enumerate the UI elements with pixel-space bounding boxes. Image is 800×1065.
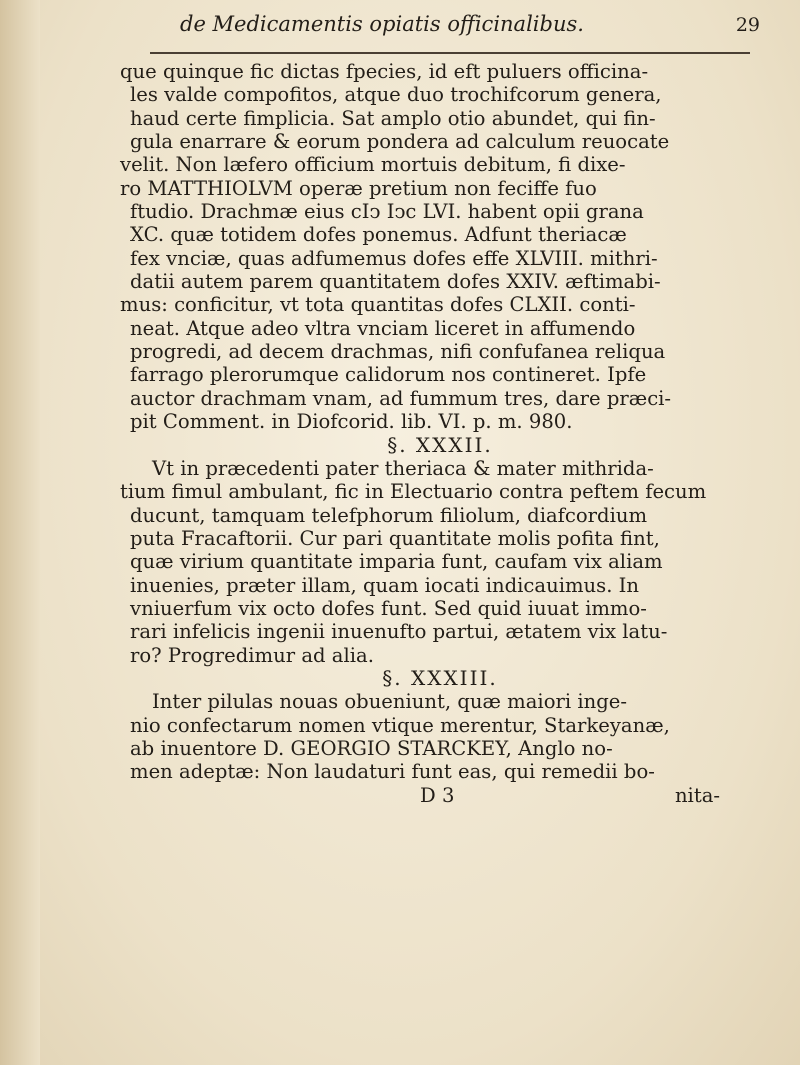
catchword: nita- [674,783,720,807]
text-line: auctor drachmam vnam, ad fummum tres, dare præci- [130,386,672,410]
text-line: les valde compofitos, atque duo trochifcorum genera, [130,83,662,107]
body-text [120,60,760,807]
section-heading-xxxii: §. XXXII. [387,432,493,457]
text-line: ab inuentore D. GEORGIO STARCKEY, Anglo no- [130,736,613,760]
section-heading-xxxiii: §. XXXIII. [382,665,498,690]
text-line: pit Comment. in Diofcorid. lib. VI. p. m. 980. [130,410,573,434]
text-line: neat. Atque adeo vltra vnciam liceret in affumendo [130,316,636,340]
text-line: tium fimul ambulant, fic in Electuario contra peftem fecum [120,480,707,504]
text-line: rari infelicis ingenii inuenufto partui, ætatem vix latu- [130,620,668,644]
text-line: quæ virium quantitate imparia funt, caufam vix aliam [130,550,663,574]
page-number: 29 [735,14,760,36]
text-line: inuenies, præter illam, quam iocati indicauimus. In [130,573,640,597]
text-line: ro MATTHIOLVM operæ pretium non feciffe fuo [120,176,597,200]
running-title: de Medicamentis opiatis officinalibus. [180,12,584,36]
text-line: nio confectarum nomen vtique merentur, Starkeyanæ, [130,713,670,737]
text-line: ducunt, tamquam telefphorum filiolum, diafcordium [130,503,648,527]
text-line: fex vnciæ, quas adfumemus dofes effe XLVIII. mithri- [130,246,658,270]
text-line: gula enarrare & eorum pondera ad calculum reuocate [130,130,670,154]
page-gutter [0,0,40,1065]
text-line: datii autem parem quantitatem dofes XXIV. æftimabi- [130,270,661,294]
text-line: XC. quæ totidem dofes ponemus. Adfunt theriacæ [130,223,627,247]
text-line: progredi, ad decem drachmas, nifi confufanea reliqua [130,340,666,364]
text-line: que quinque fic dictas fpecies, id eft puluers officina- [120,60,649,83]
running-head [180,12,760,36]
text-line: haud certe fimplicia. Sat amplo otio abundet, qui fin- [130,106,656,130]
text-line: men adeptæ: Non laudaturi funt eas, qui remedii bo- [130,760,655,784]
text-line: puta Fracaftorii. Cur pari quantitate molis pofita fint, [130,526,660,550]
text-line: farrago plerorumque calidorum nos contineret. Ipfe [130,363,647,387]
text-line: Inter pilulas nouas obueniunt, quæ maiori inge- [152,690,627,714]
text-line: ro? Progredimur ad alia. [130,643,374,667]
text-line: Vt in præcedenti pater theriaca & mater mithrida- [152,456,654,480]
header-rule [150,52,750,54]
page-footer [120,784,760,807]
text-line: ftudio. Drachmæ eius cIↄ Iↄc LVI. habent opii grana [130,200,644,224]
text-line: velit. Non læfero officium mortuis debitum, fi dixe- [120,153,626,177]
text-line: mus: conficitur, vt tota quantitas dofes CLXII. conti- [120,293,636,317]
signature-mark: D 3 [420,783,455,807]
text-line: vniuerfum vix octo dofes funt. Sed quid iuuat immo- [130,596,647,620]
